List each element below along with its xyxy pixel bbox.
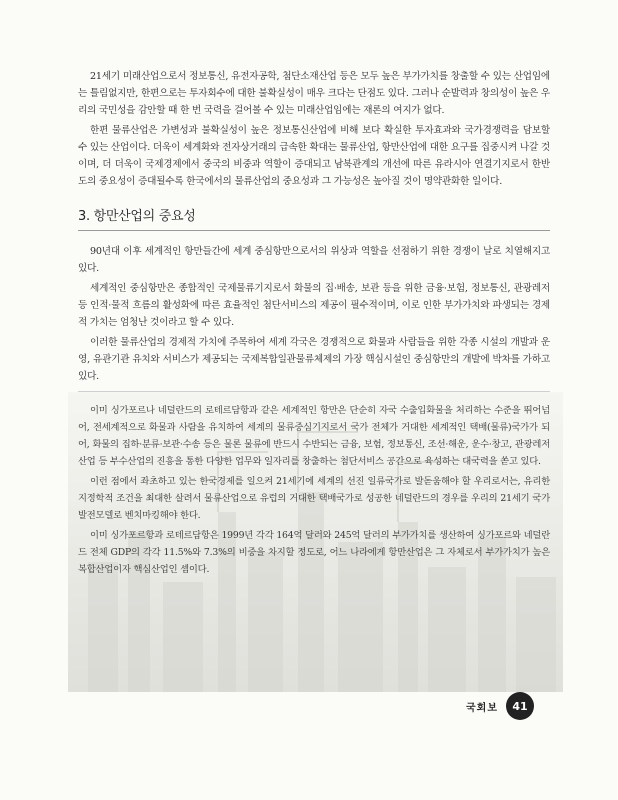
publication-title: 국회보	[466, 702, 498, 714]
paragraph: 한편 물류산업은 가변성과 불확실성이 높은 정보통신산업에 비해 보다 확실한 투자효과와 국가경쟁력을 담보할 수 있는 산업이다. 더욱이 세계화와 전자상거래의 급속한 확대는 물류산업, 항만산업에 대한 요구를 집중시켜 나갈 것이며, 더 더욱이 국제경제에서 중국의 비중과 역할이 증대되고 남북관계의 개선에 따른 유라시아 연결기지로서 한반도의 중요성이 증대될수록 한국에서의 물류산업의 중요성과 그 가능성은 높아질 것이 명약관화한 일이다.	[78, 125, 550, 187]
section-heading: 3. 항만산업의 중요성	[78, 205, 550, 231]
article-body	[78, 68, 550, 587]
paragraph: 90년대 이후 세계적인 항만들간에 세계 중심항만으로서의 위상과 역할을 선점하기 위한 경쟁이 날로 치열해지고 있다.	[78, 246, 550, 274]
highlighted-passage	[78, 391, 550, 587]
paragraph: 이런 점에서 좌초하고 있는 한국경제를 일으켜 21세기에 세계의 선진 일류국가로 발돋움해야 할 우리로서는, 유리한 지정학적 조건을 최대한 살려서 물류산업으로 유럽의 거대한 택배국가로 성공한 네덜란드의 경우를 우리의 21세기 국가발전모델로 벤치마킹해야 한다.	[78, 476, 550, 521]
paragraph: 이미 싱가포르항과 로테르담항은 1999년 각각 164억 달러와 245억 달러의 부가가치를 생산하여 싱가포르와 네덜란드 전체 GDP의 각각 11.5%와 7.3%의 비중을 차지할 정도로, 어느 나라에게 항만산업은 그 자체로서 부가가치가 높은 복합산업이자 핵심산업인 셈이다.	[78, 530, 550, 575]
paragraph: 이러한 물류산업의 경제적 가치에 주목하여 세계 각국은 경쟁적으로 화물과 사람들을 위한 각종 시설의 개발과 운영, 유관기관 유치와 서비스가 제공되는 국제복합일관물류체제의 가장 핵심시설인 중심항만의 개발에 박차를 가하고 있다.	[78, 337, 550, 382]
paragraph: 21세기 미래산업으로서 정보통신, 유전자공학, 첨단소재산업 등은 모두 높은 부가가치를 창출할 수 있는 산업임에는 틀림없지만, 한편으로는 투자회수에 대한 불확실성이 매우 크다는 단점도 있다. 그러나 순발력과 창의성이 높은 우리의 국민성을 감안할 때 한 번 국력을 걸어볼 수 있는 미래산업임에는 재론의 여지가 없다.	[78, 71, 550, 116]
page-number-badge: 41	[506, 692, 534, 720]
page-footer	[466, 692, 534, 720]
paragraph: 세계적인 중심항만은 종합적인 국제물류기지로서 화물의 집·배송, 보관 등을 위한 금융·보험, 정보통신, 관광레저 등 인적·물적 흐름의 활성화에 따른 효율적인 첨단서비스의 제공이 필수적이며, 이로 인한 부가가치와 파생되는 경제적 가치는 엄청난 것이라고 할 수 있다.	[78, 283, 550, 328]
paragraph: 이미 싱가포르나 네덜란드의 로테르담항과 같은 세계적인 항만은 단순히 자국 수출입화물을 처리하는 수준을 뛰어넘어, 전세계적으로 화물과 사람을 유치하여 세계의 물류중심기지로서 국가 전체가 거대한 세계적인 택배(물류)국가가 되어, 화물의 집하·분류·보관·수송 등은 물론 물류에 반드시 수반되는 금융, 보험, 정보통신, 조선·해운, 운수·창고, 관광레저산업 등 부수산업의 진흥을 통한 다양한 업무와 일자리를 창출하는 첨단서비스 공간으로 육성하는 대국력을 쏟고 있다.	[78, 405, 550, 467]
